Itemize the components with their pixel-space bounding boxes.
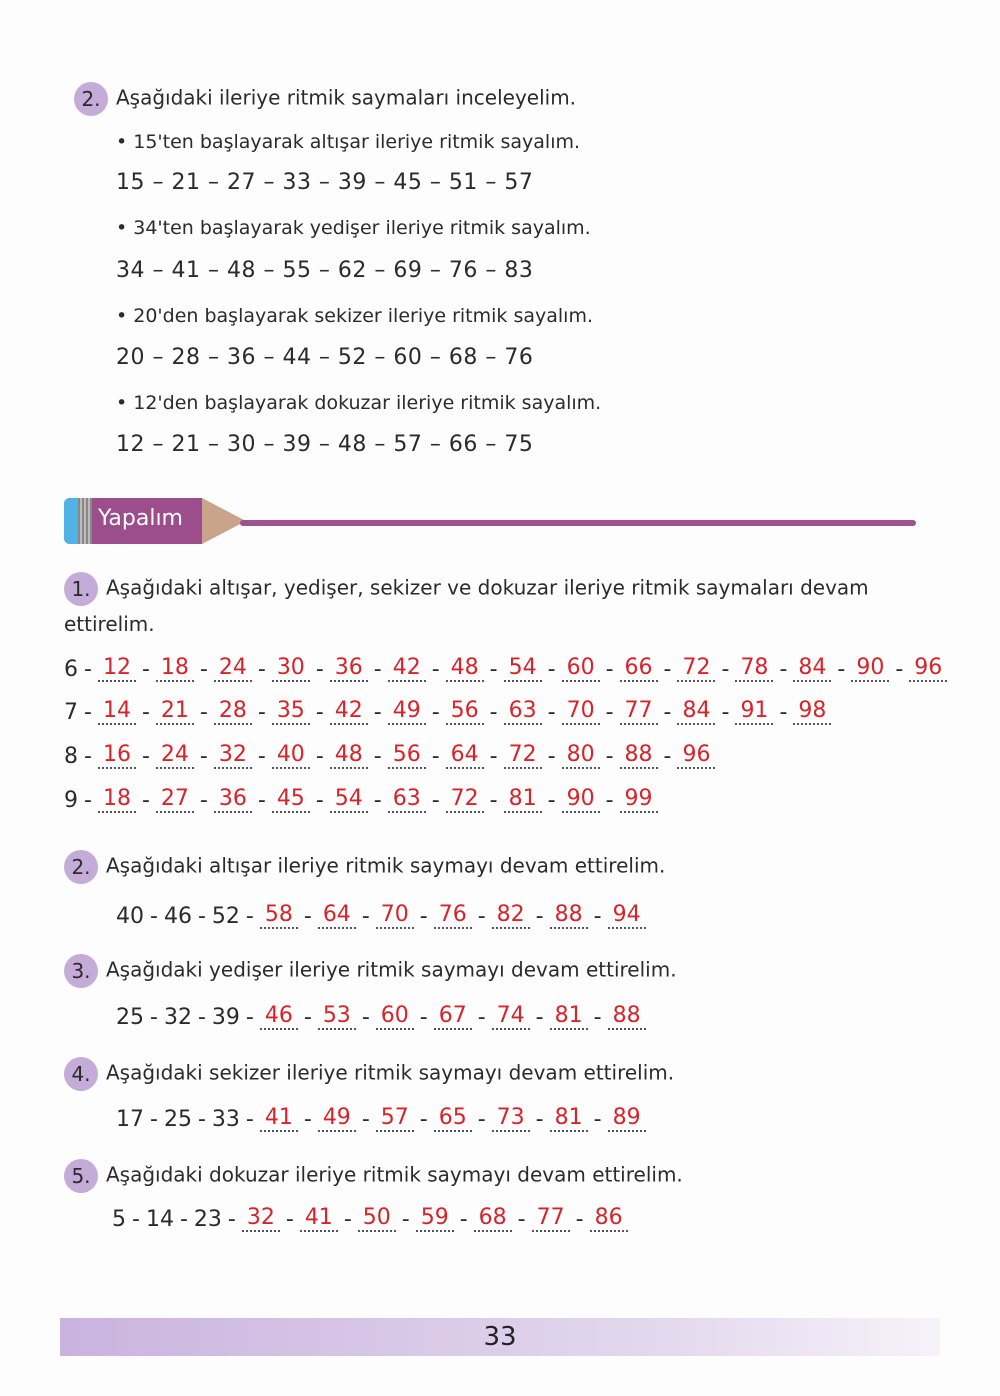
answer-blank[interactable]: 45 (272, 786, 310, 813)
dash-separator: - (141, 700, 150, 725)
dash-separator: - (315, 744, 324, 769)
dash-separator: - (489, 744, 498, 769)
exercise-title: Aşağıdaki dokuzar ileriye ritmik saymayı devam ettirelim. (106, 1162, 683, 1187)
sequence-text: 34 – 41 – 48 – 55 – 62 – 69 – 76 – 83 (116, 258, 534, 283)
answer-blank[interactable]: 42 (330, 698, 368, 725)
answer-blank[interactable]: 68 (474, 1205, 512, 1232)
dash-separator: - (593, 1005, 602, 1030)
dash-separator: - (141, 744, 150, 769)
question-number-badge: 2. (74, 82, 108, 116)
dash-separator: - (547, 744, 556, 769)
dash-separator: - (605, 788, 614, 813)
dash-separator: - (132, 1207, 140, 1232)
counting-row (116, 1003, 646, 1030)
dash-separator: - (361, 1107, 370, 1132)
dash-separator: - (401, 1207, 410, 1232)
dash-separator: - (517, 1207, 526, 1232)
answer-blank[interactable]: 14 (98, 698, 136, 725)
dash-separator: - (489, 788, 498, 813)
answer-blank[interactable]: 54 (330, 786, 368, 813)
dash-separator: - (663, 657, 672, 682)
dash-separator: - (477, 1107, 486, 1132)
dash-separator: - (257, 700, 266, 725)
dash-separator: - (303, 904, 312, 929)
answer-blank[interactable]: 63 (388, 786, 426, 813)
dash-separator: - (489, 657, 498, 682)
dash-separator: - (547, 788, 556, 813)
answer-blank[interactable]: 18 (98, 786, 136, 813)
dash-separator: - (361, 1005, 370, 1030)
dash-separator: - (575, 1207, 584, 1232)
answer-blank[interactable]: 91 (735, 698, 773, 725)
answer-blank[interactable]: 78 (735, 655, 773, 682)
answer-blank[interactable]: 48 (330, 742, 368, 769)
dash-separator: - (535, 904, 544, 929)
dash-separator: - (837, 657, 846, 682)
dash-separator: - (150, 904, 158, 929)
given-number: 46 (163, 904, 192, 929)
bullet-text: • 34'ten başlayarak yedişer ileriye ritmik sayalım. (116, 217, 591, 239)
dash-separator: - (721, 700, 730, 725)
answer-blank[interactable]: 49 (318, 1105, 356, 1132)
section-heading (74, 82, 576, 116)
dash-separator: - (779, 657, 788, 682)
pencil-ferrule (78, 498, 92, 544)
dash-separator: - (431, 744, 440, 769)
dash-separator: - (373, 744, 382, 769)
dash-separator: - (315, 657, 324, 682)
dash-separator: - (779, 700, 788, 725)
dash-separator: - (84, 657, 92, 682)
sequence-text: 15 – 21 – 27 – 33 – 39 – 45 – 51 – 57 (116, 170, 534, 195)
dash-separator: - (257, 788, 266, 813)
banner-label: Yapalım (98, 506, 183, 531)
dash-separator: - (245, 1107, 254, 1132)
dash-separator: - (303, 1005, 312, 1030)
counting-row (112, 1205, 628, 1232)
answer-blank[interactable]: 16 (98, 742, 136, 769)
exercise-heading (64, 1057, 674, 1091)
answer-blank[interactable]: 94 (608, 902, 646, 929)
answer-blank[interactable]: 36 (214, 786, 252, 813)
exercise-title: Aşağıdaki yedişer ileriye ritmik saymayı devam ettirelim. (106, 957, 677, 982)
answer-blank[interactable]: 81 (504, 786, 542, 813)
dash-separator: - (84, 700, 92, 725)
dash-separator: - (489, 700, 498, 725)
answer-blank[interactable]: 73 (492, 1105, 530, 1132)
answer-blank[interactable]: 24 (156, 742, 194, 769)
exercise-heading (64, 1159, 683, 1193)
question-number-badge: 2. (64, 850, 98, 884)
answer-blank[interactable]: 48 (446, 655, 484, 682)
dash-separator: - (150, 1005, 158, 1030)
answer-blank[interactable]: 59 (416, 1205, 454, 1232)
dash-separator: - (257, 657, 266, 682)
dash-separator: - (605, 657, 614, 682)
dash-separator: - (605, 744, 614, 769)
given-number: 40 (116, 904, 144, 929)
dash-separator: - (199, 700, 208, 725)
dash-separator: - (84, 788, 92, 813)
answer-blank[interactable]: 21 (156, 698, 194, 725)
given-number: 6 (64, 657, 78, 682)
dash-separator: - (419, 1005, 428, 1030)
answer-blank[interactable]: 72 (504, 742, 542, 769)
counting-row (64, 698, 831, 725)
answer-blank[interactable]: 88 (608, 1003, 646, 1030)
dash-separator: - (315, 788, 324, 813)
answer-blank[interactable]: 49 (388, 698, 426, 725)
dash-separator: - (315, 700, 324, 725)
dash-separator: - (179, 1207, 188, 1232)
dash-separator: - (663, 700, 672, 725)
sequence-text: 12 – 21 – 30 – 39 – 48 – 57 – 66 – 75 (116, 432, 534, 457)
dash-separator: - (150, 1107, 158, 1132)
dash-separator: - (197, 1107, 206, 1132)
answer-blank[interactable]: 40 (272, 742, 310, 769)
question-number-badge: 5. (64, 1159, 98, 1193)
answer-blank[interactable]: 96 (677, 742, 715, 769)
exercise-title: Aşağıdaki sekizer ileriye ritmik saymayı devam ettirelim. (106, 1060, 675, 1085)
dash-separator: - (197, 904, 206, 929)
counting-row (116, 1105, 646, 1132)
answer-blank[interactable]: 65 (434, 1105, 472, 1132)
answer-blank[interactable]: 64 (318, 902, 356, 929)
sequence-text: 20 – 28 – 36 – 44 – 52 – 60 – 68 – 76 (116, 345, 534, 370)
answer-blank[interactable]: 99 (620, 786, 658, 813)
page-footer-bar (60, 1318, 940, 1356)
answer-blank[interactable]: 50 (358, 1205, 396, 1232)
answer-blank[interactable]: 82 (492, 902, 530, 929)
given-number: 5 (112, 1207, 126, 1232)
dash-separator: - (593, 1107, 602, 1132)
answer-blank[interactable]: 84 (793, 655, 831, 682)
answer-blank[interactable]: 67 (434, 1003, 472, 1030)
answer-blank[interactable]: 81 (550, 1105, 588, 1132)
question-number-badge: 4. (64, 1057, 98, 1091)
answer-blank[interactable]: 89 (608, 1105, 646, 1132)
question-number-badge: 1. (64, 572, 98, 606)
answer-blank[interactable]: 42 (388, 655, 426, 682)
answer-blank[interactable]: 90 (851, 655, 889, 682)
given-number: 14 (145, 1207, 174, 1232)
given-number: 23 (193, 1207, 222, 1232)
answer-blank[interactable]: 70 (376, 902, 414, 929)
dash-separator: - (419, 1107, 428, 1132)
given-number: 8 (64, 744, 78, 769)
answer-blank[interactable]: 98 (793, 698, 831, 725)
answer-blank[interactable]: 12 (98, 655, 136, 682)
dash-separator: - (547, 700, 556, 725)
given-number: 7 (64, 700, 78, 725)
given-number: 9 (64, 788, 78, 813)
dash-separator: - (84, 744, 92, 769)
exercise-title: Aşağıdaki altışar, yedişer, sekizer ve dokuzar ileriye ritmik saymaları devam (106, 575, 869, 600)
answer-blank[interactable]: 63 (504, 698, 542, 725)
answer-blank[interactable]: 64 (446, 742, 484, 769)
dash-separator: - (373, 657, 382, 682)
dash-separator: - (141, 657, 150, 682)
given-number: 25 (163, 1107, 192, 1132)
dash-separator: - (459, 1207, 468, 1232)
bullet-text: • 12'den başlayarak dokuzar ileriye ritmik sayalım. (116, 392, 602, 414)
answer-blank[interactable]: 80 (562, 742, 600, 769)
exercise-heading (64, 850, 665, 884)
answer-blank[interactable]: 56 (446, 698, 484, 725)
dash-separator: - (431, 700, 440, 725)
dash-separator: - (477, 904, 486, 929)
dash-separator: - (285, 1207, 294, 1232)
answer-blank[interactable]: 86 (590, 1205, 628, 1232)
answer-blank[interactable]: 57 (376, 1105, 414, 1132)
dash-separator: - (343, 1207, 352, 1232)
page-number: 33 (483, 1322, 517, 1352)
answer-blank[interactable]: 41 (300, 1205, 338, 1232)
question-number-badge: 3. (64, 954, 98, 988)
answer-blank[interactable]: 24 (214, 655, 252, 682)
answer-blank[interactable]: 18 (156, 655, 194, 682)
dash-separator: - (257, 744, 266, 769)
given-number: 33 (211, 1107, 240, 1132)
dash-separator: - (431, 657, 440, 682)
dash-separator: - (373, 788, 382, 813)
dash-separator: - (227, 1207, 236, 1232)
answer-blank[interactable]: 60 (376, 1003, 414, 1030)
answer-blank[interactable]: 30 (272, 655, 310, 682)
dash-separator: - (199, 788, 208, 813)
answer-blank[interactable]: 84 (677, 698, 715, 725)
exercise-title: Aşağıdaki altışar ileriye ritmik saymayı devam ettirelim. (106, 853, 666, 878)
dash-separator: - (431, 788, 440, 813)
given-number: 25 (116, 1005, 144, 1030)
answer-blank[interactable]: 88 (620, 742, 658, 769)
yapalim-pencil-banner (64, 498, 244, 544)
exercise-title-continued: ettirelim. (64, 612, 155, 636)
bullet-text: • 20'den başlayarak sekizer ileriye ritmik sayalım. (116, 305, 593, 327)
answer-blank[interactable]: 77 (532, 1205, 570, 1232)
dash-separator: - (895, 657, 904, 682)
answer-blank[interactable]: 76 (434, 902, 472, 929)
answer-blank[interactable]: 70 (562, 698, 600, 725)
given-number: 32 (163, 1005, 192, 1030)
dash-separator: - (245, 1005, 254, 1030)
counting-row (64, 742, 715, 769)
answer-blank[interactable]: 77 (620, 698, 658, 725)
answer-blank[interactable]: 35 (272, 698, 310, 725)
dash-separator: - (199, 744, 208, 769)
dash-separator: - (663, 744, 672, 769)
dash-separator: - (245, 904, 254, 929)
dash-separator: - (373, 700, 382, 725)
dash-separator: - (593, 904, 602, 929)
given-number: 39 (211, 1005, 240, 1030)
answer-blank[interactable]: 72 (677, 655, 715, 682)
given-number: 52 (211, 904, 240, 929)
dash-separator: - (535, 1005, 544, 1030)
answer-blank[interactable]: 81 (550, 1003, 588, 1030)
dash-separator: - (535, 1107, 544, 1132)
answer-blank[interactable]: 58 (260, 902, 298, 929)
dash-separator: - (199, 657, 208, 682)
answer-blank[interactable]: 56 (388, 742, 426, 769)
answer-blank[interactable]: 66 (620, 655, 658, 682)
dash-separator: - (721, 657, 730, 682)
answer-blank[interactable]: 54 (504, 655, 542, 682)
answer-blank[interactable]: 88 (550, 902, 588, 929)
answer-blank[interactable]: 32 (242, 1205, 280, 1232)
pencil-line-divider (240, 520, 916, 526)
exercise-heading (64, 572, 869, 606)
dash-separator: - (361, 904, 370, 929)
given-number: 17 (116, 1107, 144, 1132)
dash-separator: - (197, 1005, 206, 1030)
dash-separator: - (477, 1005, 486, 1030)
answer-blank[interactable]: 90 (562, 786, 600, 813)
pencil-eraser (64, 498, 78, 544)
dash-separator: - (605, 700, 614, 725)
dash-separator: - (303, 1107, 312, 1132)
answer-blank[interactable]: 72 (446, 786, 484, 813)
answer-blank[interactable]: 53 (318, 1003, 356, 1030)
answer-blank[interactable]: 28 (214, 698, 252, 725)
counting-row (116, 902, 646, 929)
section-title: Aşağıdaki ileriye ritmik saymaları inceleyelim. (116, 85, 577, 110)
answer-blank[interactable]: 60 (562, 655, 600, 682)
answer-blank[interactable]: 32 (214, 742, 252, 769)
bullet-text: • 15'ten başlayarak altışar ileriye ritmik sayalım. (116, 131, 581, 153)
exercise-heading (64, 954, 677, 988)
answer-blank[interactable]: 96 (909, 655, 947, 682)
counting-row (64, 786, 658, 813)
answer-blank[interactable]: 46 (260, 1003, 298, 1030)
dash-separator: - (547, 657, 556, 682)
dash-separator: - (141, 788, 150, 813)
answer-blank[interactable]: 36 (330, 655, 368, 682)
answer-blank[interactable]: 41 (260, 1105, 298, 1132)
dash-separator: - (419, 904, 428, 929)
answer-blank[interactable]: 27 (156, 786, 194, 813)
counting-row (64, 655, 947, 682)
answer-blank[interactable]: 74 (492, 1003, 530, 1030)
